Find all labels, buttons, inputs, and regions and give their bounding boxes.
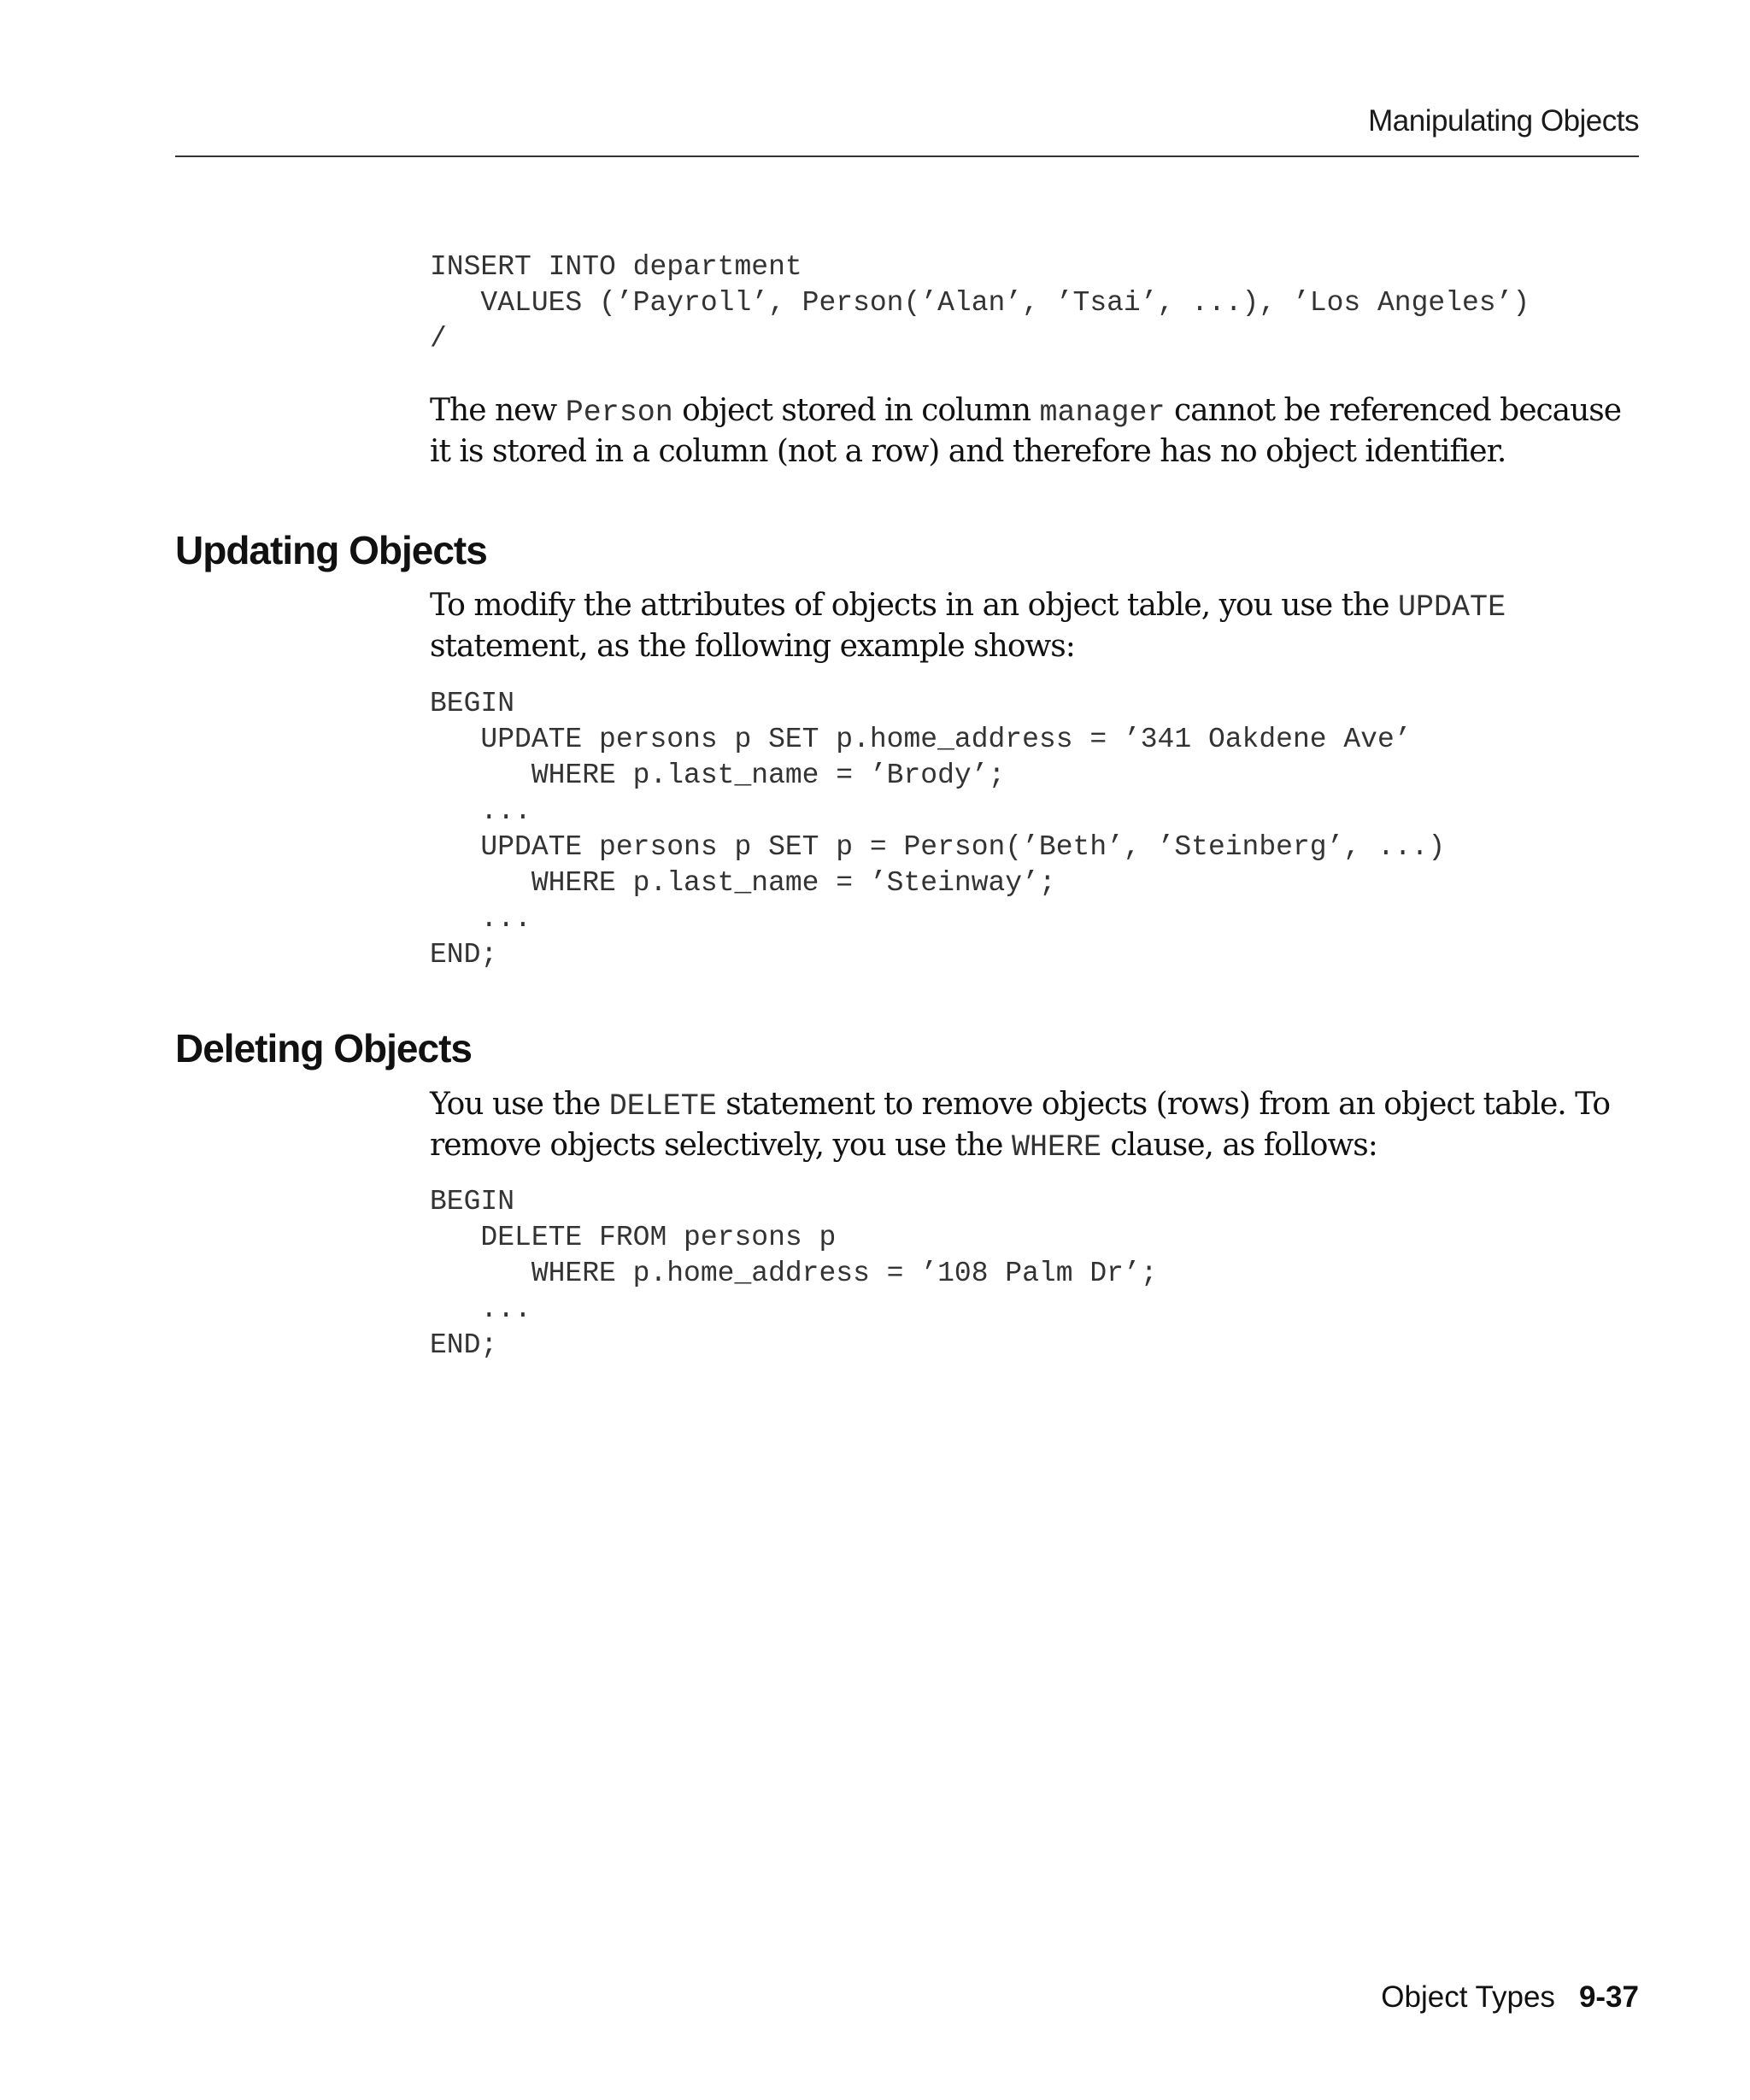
code-block-update: BEGIN UPDATE persons p SET p.home_address = ’341 Oakdene Ave’ WHERE p.last_name = ’Brody’; ... UPDATE persons p SET p = Person(’Beth’, ’Steinberg’, ...) WHERE p.last_name = ’Steinway’; ... END; <box>430 688 1446 971</box>
text-run: object stored in column <box>672 393 1040 428</box>
text-run: statement, as the following example shows: <box>430 629 1075 664</box>
page-footer <box>1381 1980 1639 2015</box>
text-run: cannot be referenced because it is stored in a column (not a row) and therefore has no object identifier. <box>430 393 1622 469</box>
text-run: The new <box>430 393 566 428</box>
inline-code-person: Person <box>565 396 673 430</box>
inline-code-delete: DELETE <box>608 1089 717 1123</box>
paragraph-updating <box>430 586 1643 666</box>
inline-code-update: UPDATE <box>1398 590 1506 625</box>
footer-chapter-title: Object Types <box>1381 1980 1555 2014</box>
footer-page-number: 9-37 <box>1578 1980 1639 2014</box>
text-run: statement to remove objects (rows) from an object table. To remove objects selectively, you use the <box>430 1087 1611 1163</box>
heading-deleting-objects: Deleting Objects <box>175 1026 472 1071</box>
inline-code-manager: manager <box>1039 396 1166 430</box>
paragraph-person-manager <box>430 391 1643 472</box>
inline-code-where: WHERE <box>1011 1130 1101 1164</box>
running-header-title: Manipulating Objects <box>1368 104 1639 138</box>
text-run: To modify the attributes of objects in an object table, you use the <box>430 588 1399 623</box>
paragraph-deleting <box>430 1085 1643 1167</box>
code-block-insert: INSERT INTO department VALUES (’Payroll’, Person(’Alan’, ’Tsai’, ...), ’Los Angeles’) / <box>430 251 1530 355</box>
text-run: clause, as follows: <box>1101 1128 1377 1163</box>
heading-updating-objects: Updating Objects <box>175 528 487 572</box>
code-block-delete: BEGIN DELETE FROM persons p WHERE p.home_address = ’108 Palm Dr’; ... END; <box>430 1186 1158 1361</box>
text-run: You use the <box>430 1087 609 1122</box>
header-rule <box>175 155 1639 157</box>
